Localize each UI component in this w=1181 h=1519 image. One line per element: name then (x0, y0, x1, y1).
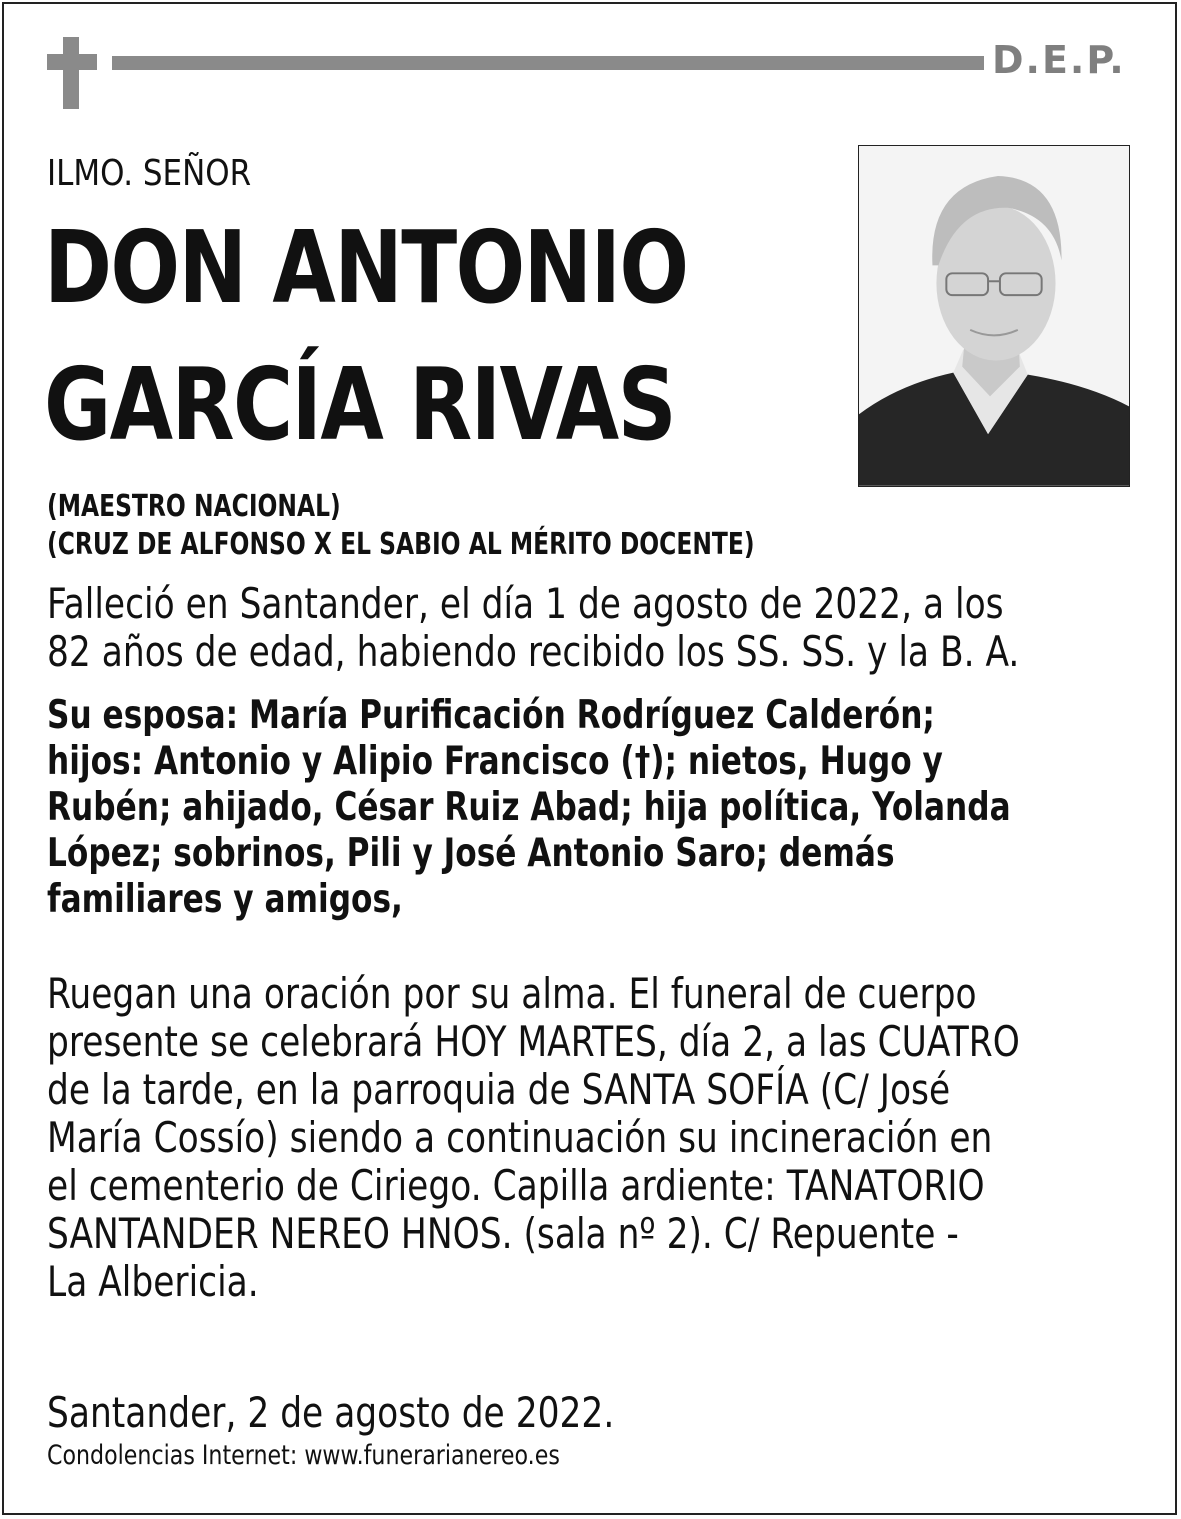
cross-icon (63, 37, 79, 109)
text-line: SANTANDER NEREO HNOS. (sala nº 2). C/ Repuente - (47, 1209, 959, 1258)
portrait-photo (858, 145, 1130, 487)
honorific: ILMO. SEÑOR (47, 153, 252, 194)
header-rule (112, 56, 984, 70)
text-line: Falleció en Santander, el día 1 de agosto de 2022, a los (47, 579, 1004, 628)
cross-icon-bar (47, 54, 97, 70)
text-line: Su esposa: María Purificación Rodríguez Calderón; (47, 693, 935, 738)
deceased-name-line-2: GARCÍA RIVAS (44, 346, 676, 463)
text-line: hijos: Antonio y Alipio Francisco (†); nietos, Hugo y (47, 739, 943, 784)
text-line: María Cossío) siendo a continuación su incineración en (47, 1113, 993, 1162)
titles (47, 488, 755, 564)
text-line: familiares y amigos, (47, 877, 403, 922)
text-line: de la tarde, en la parroquia de SANTA SOFÍA (C/ José (47, 1065, 951, 1114)
funeral-details (47, 970, 1146, 1306)
dep-label: D.E.P. (992, 38, 1126, 82)
death-notice (47, 580, 1146, 676)
text-line: Rubén; ahijado, César Ruiz Abad; hija política, Yolanda (47, 785, 1011, 830)
title-line: (MAESTRO NACIONAL) (47, 489, 341, 524)
deceased-name-line-1: DON ANTONIO (44, 209, 688, 326)
text-line: presente se celebrará HOY MARTES, día 2, a las CUATRO (47, 1017, 1020, 1066)
text-line: López; sobrinos, Pili y José Antonio Saro; demás (47, 831, 895, 876)
text-line: Ruegan una oración por su alma. El funeral de cuerpo (47, 969, 977, 1018)
text-line: 82 años de edad, habiendo recibido los SS. SS. y la B. A. (47, 627, 1020, 676)
text-line: el cementerio de Ciriego. Capilla ardiente: TANATORIO (47, 1161, 985, 1210)
family-list (47, 693, 1011, 923)
condolences-line: Condolencias Internet: www.funerarianereo.es (47, 1440, 560, 1471)
title-line: (CRUZ DE ALFONSO X EL SABIO AL MÉRITO DOCENTE) (47, 527, 755, 562)
place-date: Santander, 2 de agosto de 2022. (47, 1388, 615, 1437)
text-line: La Albericia. (47, 1257, 259, 1306)
